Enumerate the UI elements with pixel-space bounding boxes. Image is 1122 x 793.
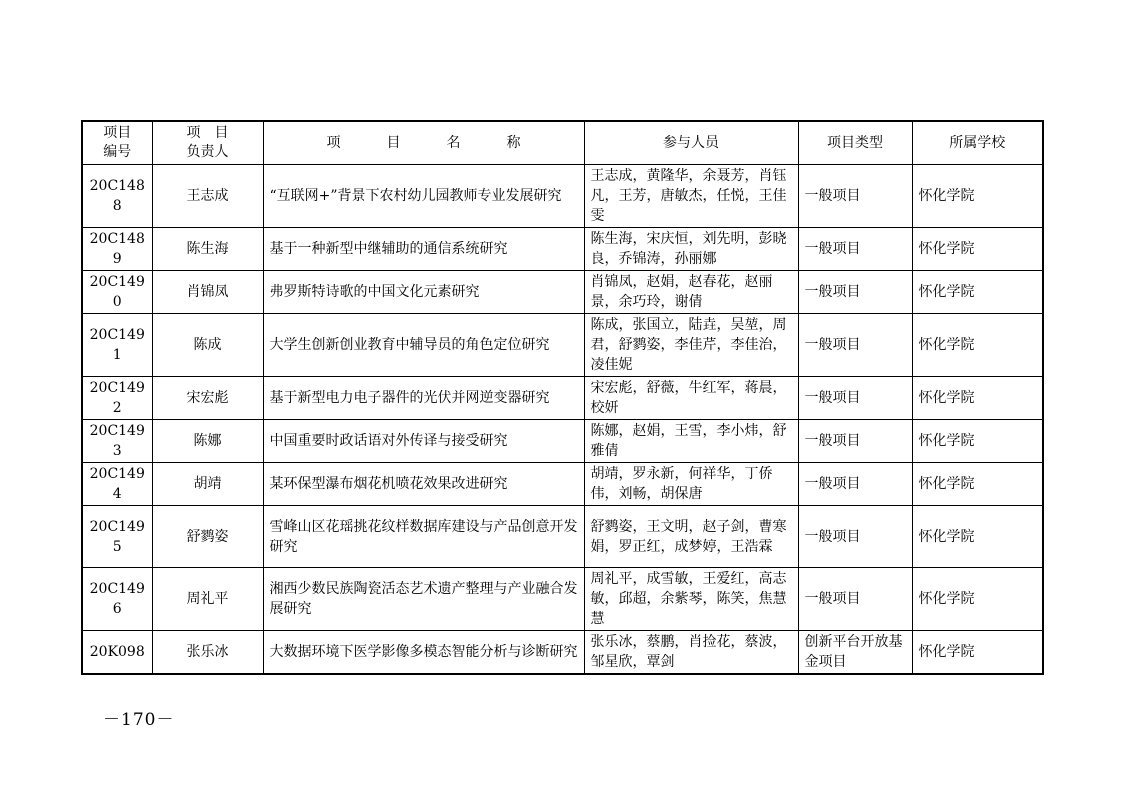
header-type: 项目类型	[798, 121, 912, 165]
header-leader-line2: 负责人	[186, 144, 229, 160]
project-type: 一般项目	[798, 568, 912, 631]
project-members: 胡靖，罗永新，何祥华，丁侨伟，刘畅，胡保唐	[584, 463, 798, 506]
header-code-line1: 项目	[103, 125, 132, 141]
header-code-line2: 编号	[103, 144, 132, 160]
table-row	[82, 463, 1043, 506]
table-row	[82, 568, 1043, 631]
project-code: 20C1492	[82, 377, 152, 420]
project-leader: 陈成	[152, 314, 263, 377]
project-members: 周礼平，成雪敏，王爱红，高志敏，邱超，余紫琴，陈笑，焦慧慧	[584, 568, 798, 631]
header-school: 所属学校	[912, 121, 1043, 165]
table-row	[82, 506, 1043, 568]
project-code: 20C1490	[82, 271, 152, 314]
project-leader: 周礼平	[152, 568, 263, 631]
project-leader: 胡靖	[152, 463, 263, 506]
project-name: 中国重要时政话语对外传译与接受研究	[263, 420, 584, 463]
project-leader: 陈生海	[152, 228, 263, 271]
project-code: 20C1491	[82, 314, 152, 377]
project-members: 张乐冰，蔡鹏，肖捡花，蔡波，邹星欣，覃剑	[584, 631, 798, 675]
project-name: 基于一种新型中继辅助的通信系统研究	[263, 228, 584, 271]
project-type: 创新平台开放基金项目	[798, 631, 912, 675]
project-members: 宋宏彪，舒薇，牛红军，蒋晨，校妍	[584, 377, 798, 420]
page-number: －170－	[103, 710, 175, 730]
project-code: 20C1489	[82, 228, 152, 271]
project-school: 怀化学院	[912, 165, 1043, 228]
header-leader	[152, 121, 263, 165]
project-type: 一般项目	[798, 165, 912, 228]
project-school: 怀化学院	[912, 228, 1043, 271]
project-school: 怀化学院	[912, 377, 1043, 420]
project-type: 一般项目	[798, 506, 912, 568]
project-school: 怀化学院	[912, 463, 1043, 506]
project-code: 20C1488	[82, 165, 152, 228]
project-name: 基于新型电力电子器件的光伏并网逆变器研究	[263, 377, 584, 420]
header-row	[82, 121, 1043, 165]
project-leader: 舒鹨姿	[152, 506, 263, 568]
project-members: 王志成，黄隆华，余聂芳，肖钰凡，王芳，唐敏杰，任悦，王佳雯	[584, 165, 798, 228]
project-type: 一般项目	[798, 420, 912, 463]
table-row	[82, 631, 1043, 675]
project-school: 怀化学院	[912, 631, 1043, 675]
table-row	[82, 420, 1043, 463]
project-name: “互联网+”背景下农村幼儿园教师专业发展研究	[263, 165, 584, 228]
header-name-char: 目	[386, 134, 401, 151]
project-leader: 王志成	[152, 165, 263, 228]
project-type: 一般项目	[798, 228, 912, 271]
project-members: 陈生海，宋庆恒，刘先明，彭晓良，乔锦涛，孙丽娜	[584, 228, 798, 271]
header-name-char: 称	[506, 134, 521, 151]
project-name: 大数据环境下医学影像多模态智能分析与诊断研究	[263, 631, 584, 675]
project-name: 弗罗斯特诗歌的中国文化元素研究	[263, 271, 584, 314]
header-name-char: 项	[326, 134, 341, 151]
project-members: 肖锦凤，赵娟，赵春花，赵丽景，余巧玲，谢倩	[584, 271, 798, 314]
project-leader: 肖锦凤	[152, 271, 263, 314]
project-school: 怀化学院	[912, 420, 1043, 463]
project-school: 怀化学院	[912, 271, 1043, 314]
header-leader-line1: 项 目	[186, 125, 229, 141]
project-leader: 张乐冰	[152, 631, 263, 675]
project-code: 20K098	[82, 631, 152, 675]
table-row	[82, 314, 1043, 377]
project-school: 怀化学院	[912, 506, 1043, 568]
project-code: 20C1494	[82, 463, 152, 506]
table-header	[82, 121, 1043, 165]
project-type: 一般项目	[798, 377, 912, 420]
table-row	[82, 377, 1043, 420]
project-name: 雪峰山区花瑶挑花纹样数据库建设与产品创意开发研究	[263, 506, 584, 568]
project-members: 舒鹨姿，王文明，赵子剑，曹寒娟，罗正红，成梦婷，王浩霖	[584, 506, 798, 568]
project-name: 湘西少数民族陶瓷活态艺术遗产整理与产业融合发展研究	[263, 568, 584, 631]
header-code	[82, 121, 152, 165]
project-name: 大学生创新创业教育中辅导员的角色定位研究	[263, 314, 584, 377]
header-members: 参与人员	[584, 121, 798, 165]
table-body	[82, 165, 1043, 675]
project-type: 一般项目	[798, 271, 912, 314]
project-leader: 陈娜	[152, 420, 263, 463]
project-type: 一般项目	[798, 463, 912, 506]
header-project-name	[263, 121, 584, 165]
project-code: 20C1496	[82, 568, 152, 631]
project-name: 某环保型瀑布烟花机喷花效果改进研究	[263, 463, 584, 506]
project-code: 20C1495	[82, 506, 152, 568]
project-table	[81, 120, 1044, 675]
header-name-char: 名	[446, 134, 461, 151]
table-row	[82, 228, 1043, 271]
project-members: 陈成，张国立，陆垚，吴堃，周君，舒鹨姿，李佳芹，李佳治，凌佳妮	[584, 314, 798, 377]
table-row	[82, 165, 1043, 228]
project-school: 怀化学院	[912, 314, 1043, 377]
project-type: 一般项目	[798, 314, 912, 377]
project-members: 陈娜，赵娟，王雪，李小炜，舒雅倩	[584, 420, 798, 463]
project-code: 20C1493	[82, 420, 152, 463]
table-row	[82, 271, 1043, 314]
project-school: 怀化学院	[912, 568, 1043, 631]
project-leader: 宋宏彪	[152, 377, 263, 420]
